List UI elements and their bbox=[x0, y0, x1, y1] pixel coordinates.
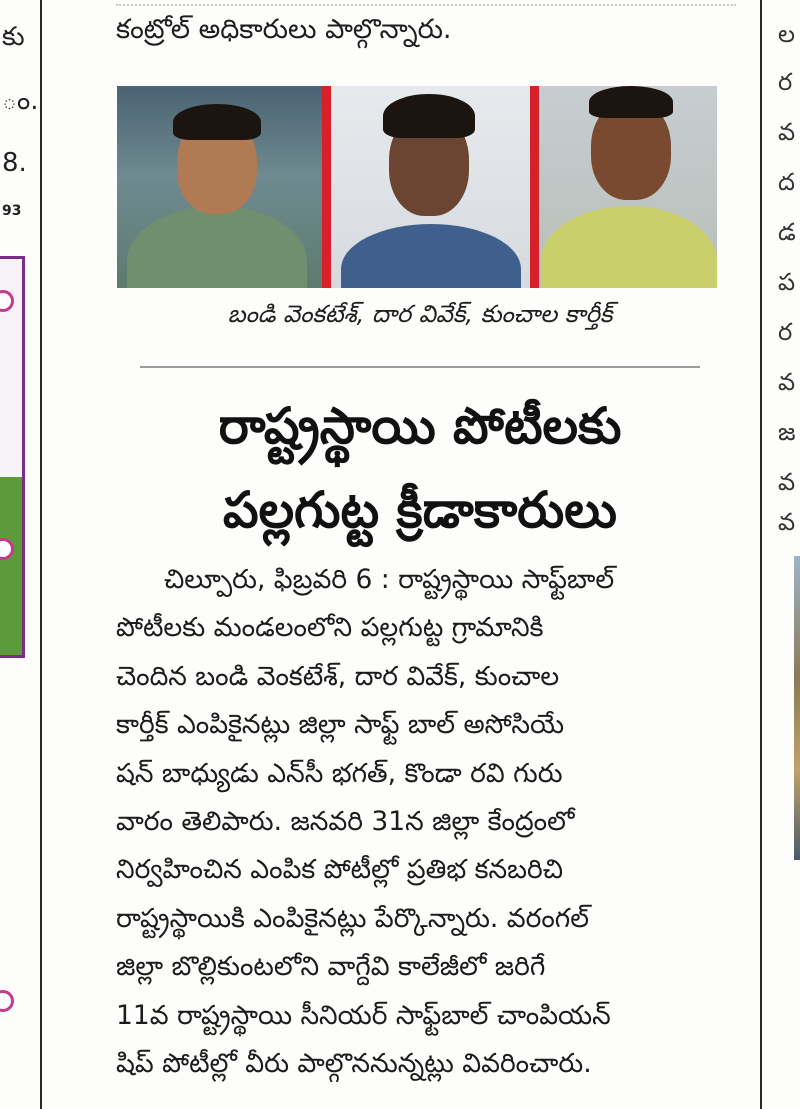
photo-player-3 bbox=[539, 86, 717, 288]
photo-player-1 bbox=[117, 86, 322, 288]
body-line: రాష్ట్రస్థాయికి ఎంపికైనట్లు పేర్కొన్నారు. వరంగల్ bbox=[116, 902, 590, 934]
photo-divider bbox=[530, 86, 539, 288]
right-text-fragment: ద bbox=[778, 168, 795, 196]
right-photo-fragment bbox=[794, 556, 800, 860]
right-column-fragment bbox=[772, 0, 800, 1109]
left-text-fragment: 8. bbox=[2, 148, 27, 178]
right-text-fragment: ప bbox=[778, 268, 796, 296]
headline-line: రాష్ట్రస్థాయి పోటీలకు bbox=[218, 397, 622, 455]
previous-article-tail: కంట్రోల్ అధికారులు పాల్గొన్నారు. bbox=[116, 14, 452, 45]
body-line: జిల్లా బొల్లికుంటలోని వాగ్దేవి కాలేజీలో జరిగే bbox=[116, 951, 546, 983]
body-line: పోటీలకు మండలంలోని పల్లగుట్ట గ్రామానికి bbox=[116, 612, 544, 644]
clipping-edge bbox=[116, 0, 736, 6]
article-body bbox=[116, 556, 736, 1088]
body-line: 11వ రాష్ట్రస్థాయి సీనియర్ సాఫ్ట్‌బాల్ చాంపియన్ bbox=[116, 999, 611, 1031]
left-text-fragment: ం. bbox=[2, 86, 39, 116]
photo-player-2 bbox=[331, 86, 530, 288]
left-ad-box bbox=[0, 256, 25, 658]
caption-separator bbox=[140, 366, 700, 368]
right-text-fragment: డ bbox=[778, 218, 796, 246]
body-line: వారం తెలిపారు. జనవరి 31న జిల్లా కేంద్రంలో bbox=[116, 805, 575, 837]
article-headline bbox=[100, 384, 740, 552]
right-text-fragment: ల bbox=[778, 20, 796, 48]
left-ad-circle-icon bbox=[0, 990, 14, 1012]
news-article bbox=[100, 0, 740, 1109]
right-text-fragment: వ bbox=[778, 118, 796, 146]
left-text-fragment: 93 bbox=[2, 203, 22, 219]
left-ad-green-panel bbox=[0, 477, 22, 655]
headline-line: పల్లగుట్ట క్రీడాకారులు bbox=[223, 481, 617, 539]
right-text-fragment: జ bbox=[778, 418, 796, 446]
right-text-fragment: వ bbox=[778, 468, 796, 496]
body-line: నిర్వహించిన ఎంపిక పోటీల్లో ప్రతిభ కనబరిచి bbox=[116, 854, 563, 886]
photo-divider bbox=[322, 86, 331, 288]
photo-caption: బండి వెంకటేశ్, దార వివేక్, కుంచాల కార్తీక్ bbox=[227, 300, 613, 328]
column-rule-right bbox=[760, 0, 762, 1109]
right-text-fragment: ర bbox=[778, 68, 793, 96]
column-rule-left bbox=[40, 0, 42, 1109]
left-text-fragment: కు bbox=[2, 22, 25, 52]
body-line: షిప్ పోటీల్లో వీరు పాల్గొననున్నట్లు వివరించారు. bbox=[116, 1047, 592, 1079]
right-text-fragment: వ bbox=[778, 368, 796, 396]
right-text-fragment: ర bbox=[778, 318, 793, 346]
body-line: షన్ బాధ్యుడు ఎన్‌సీ భగత్, కొండా రవి గురు bbox=[116, 757, 563, 789]
right-text-fragment: వ bbox=[778, 508, 796, 536]
left-column-fragment bbox=[0, 0, 40, 1109]
body-line: చెందిన బండి వెంకటేశ్, దార వివేక్, కుంచాల bbox=[116, 660, 560, 692]
body-line: కార్తీక్ ఎంపికైనట్లు జిల్లా సాఫ్ట్ బాల్ అసోసియే bbox=[116, 709, 565, 741]
player-photos bbox=[117, 86, 717, 288]
body-line: చిల్పూరు, ఫిబ్రవరి 6 : రాష్ట్రస్థాయి సాఫ్ట్‌బాల్ bbox=[164, 564, 615, 595]
